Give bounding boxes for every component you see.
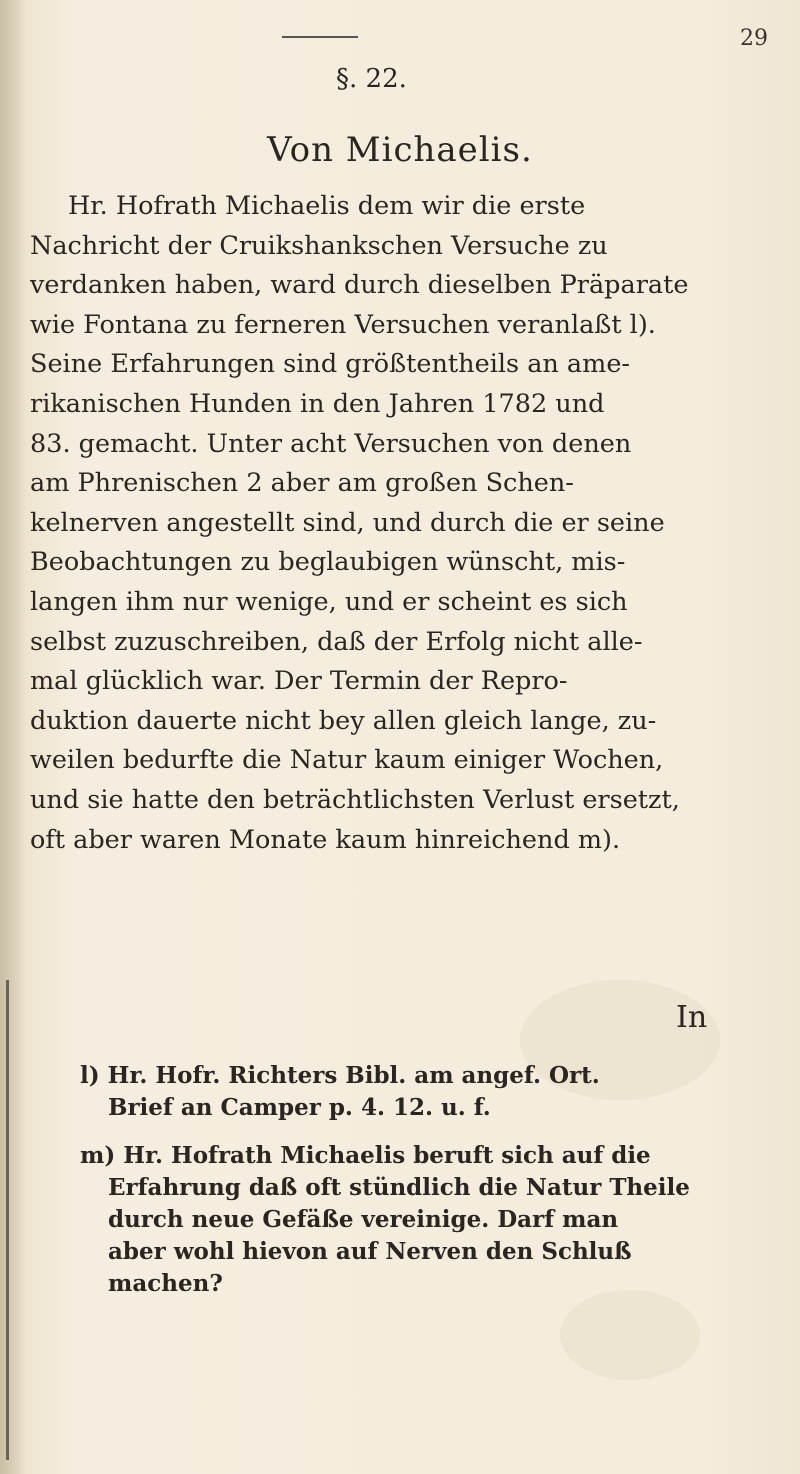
section-title: Von Michaelis.: [267, 130, 533, 170]
catchword: In: [676, 1000, 708, 1035]
text-line: wie Fontana zu ferneren Versuchen veranlaßt l).: [30, 309, 656, 340]
text-line: Beobachtungen zu beglaubigen wünscht, mis-: [30, 547, 626, 578]
text-line: kelnerven angestellt sind, und durch die er seine: [30, 507, 665, 538]
text-line: 83. gemacht. Unter acht Versuchen von denen: [30, 428, 632, 459]
header-rule: [282, 36, 358, 38]
text-line: rikanischen Hunden in den Jahren 1782 und: [30, 388, 605, 419]
text-line: selbst zuzuschreiben, daß der Erfolg nicht alle-: [30, 626, 643, 657]
text-line: Seine Erfahrungen sind größtentheils an ame-: [30, 349, 631, 380]
text-line: am Phrenischen 2 aber am großen Schen-: [30, 468, 574, 499]
footnote-line: durch neue Gefäße vereinige. Darf man: [108, 1206, 619, 1233]
text-line: oft aber waren Monate kaum hinreichend m).: [30, 824, 621, 855]
footnote-m: [80, 1140, 740, 1300]
text-line: und sie hatte den beträchtlichsten Verlust ersetzt,: [30, 784, 680, 815]
footnote-line: machen?: [108, 1270, 223, 1297]
text-line: Hr. Hofrath Michaelis dem wir die erste: [68, 191, 586, 221]
footnote-line: Brief an Camper p. 4. 12. u. f.: [108, 1094, 491, 1121]
binding-mark: [6, 980, 9, 1460]
text-line: weilen bedurfte die Natur kaum einiger Wochen,: [30, 745, 664, 776]
footnote-line: aber wohl hievon auf Nerven den Schluß: [108, 1238, 632, 1265]
gutter-shadow: [0, 0, 26, 1474]
text-line: langen ihm nur wenige, und er scheint es sich: [30, 586, 628, 617]
body-text: [30, 187, 730, 860]
section-number: §. 22.: [336, 64, 407, 94]
page-number: 29: [740, 26, 768, 51]
footnote-line: Erfahrung daß oft stündlich die Natur Theile: [108, 1174, 690, 1201]
footnote-line: l) Hr. Hofr. Richters Bibl. am angef. Ort.: [80, 1062, 600, 1089]
text-line: duktion dauerte nicht bey allen gleich lange, zu-: [30, 705, 657, 736]
footnote-l: [80, 1060, 740, 1124]
text-line: verdanken haben, ward durch dieselben Präparate: [30, 270, 689, 301]
text-line: Nachricht der Cruikshankschen Versuche zu: [30, 230, 608, 261]
text-line: mal glücklich war. Der Termin der Repro-: [30, 666, 568, 697]
footnote-line: m) Hr. Hofrath Michaelis beruft sich auf die: [80, 1142, 651, 1169]
footnotes: [80, 1060, 740, 1316]
